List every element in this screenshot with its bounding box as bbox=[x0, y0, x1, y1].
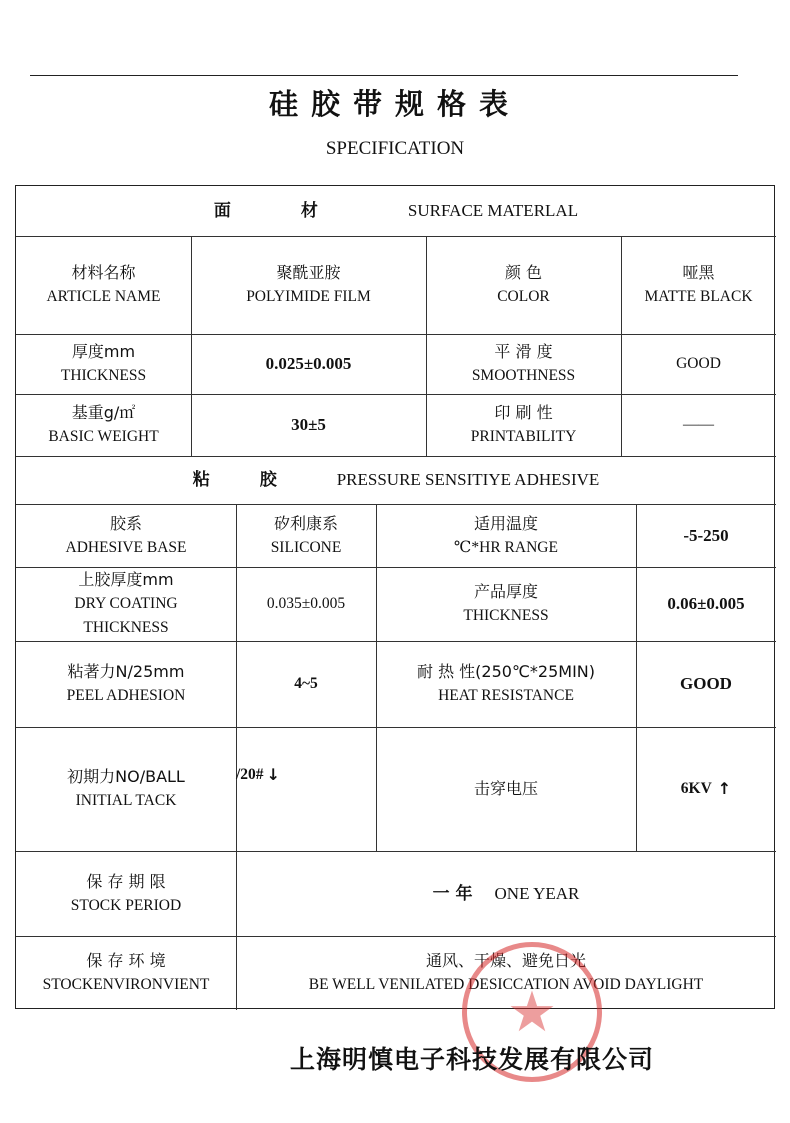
temp-range-value: -5-250 bbox=[683, 525, 729, 545]
heat-resistance-label: 耐 热 性(250℃*25MIN) HEAT RESISTANCE bbox=[416, 662, 596, 704]
thickness-value: 0.025±0.005 bbox=[265, 354, 352, 373]
arrow-up-icon: ↑ bbox=[717, 779, 732, 798]
heat-resistance-value: GOOD bbox=[680, 674, 732, 693]
star-icon: ★ bbox=[506, 981, 558, 1044]
adhesive-base-label: 胶系 ADHESIVE BASE bbox=[65, 513, 187, 556]
page-title: 硅胶带规格表 bbox=[268, 87, 521, 121]
article-name-value: 聚酰亚胺 POLYIMIDE FILM bbox=[246, 263, 371, 305]
basic-weight-value: 30±5 bbox=[291, 415, 326, 434]
stock-period-label: 保 存 期 限 STOCK PERIOD bbox=[70, 871, 182, 914]
stock-period-value: 一 年 ONE YEAR bbox=[432, 883, 580, 904]
stock-environment-value: 通风、干燥、避免日光 BE WELL VENILATED DESICCATION AVOID DAYLIGHT bbox=[308, 951, 704, 993]
surface-header-zh-1: 面 bbox=[213, 201, 231, 221]
page-subtitle: SPECIFICATION bbox=[325, 138, 465, 159]
coating-thickness-label: 上胶厚度mm DRY COATING THICKNESS bbox=[74, 570, 178, 636]
smoothness-value: GOOD bbox=[676, 355, 721, 372]
color-value: 哑黑 MATTE BLACK bbox=[644, 263, 753, 305]
surface-header-en: SURFACE MATERLAL bbox=[407, 201, 579, 220]
surface-header-zh-2: 材 bbox=[300, 201, 318, 221]
arrow-down-icon: ↓ bbox=[266, 765, 280, 784]
adhesive-header-en: PRESSURE SENSITIYE ADHESIVE bbox=[336, 470, 600, 489]
adhesive-header-zh-2: 胶 bbox=[259, 470, 277, 490]
adhesive-base-value: 矽利康系 SILICONE bbox=[270, 513, 342, 556]
article-name-label: 材料名称 ARTICLE NAME bbox=[46, 263, 161, 305]
adhesive-header bbox=[16, 456, 776, 504]
color-label: 颜 色 COLOR bbox=[497, 263, 550, 305]
peel-adhesion-value: 4~5 bbox=[294, 675, 318, 692]
peel-adhesion-label: 粘著力N/25mm PEEL ADHESION bbox=[66, 662, 186, 704]
product-thickness-label: 产品厚度 THICKNESS bbox=[463, 582, 549, 624]
spec-table bbox=[15, 185, 775, 1009]
basic-weight-label: 基重g/㎡ BASIC WEIGHT bbox=[48, 403, 159, 445]
printability-label: 印 刷 性 PRINTABILITY bbox=[470, 403, 577, 445]
stock-environment-label: 保 存 环 境 STOCKENVIRONVIENT bbox=[42, 951, 210, 993]
surface-header bbox=[16, 186, 776, 236]
printability-value: —— bbox=[683, 416, 714, 433]
smoothness-label: 平 滑 度 SMOOTHNESS bbox=[471, 342, 576, 384]
adhesive-header-zh-1: 粘 bbox=[192, 470, 210, 490]
top-rule bbox=[30, 75, 738, 76]
company-name: 上海明慎电子科技发展有限公司 bbox=[290, 1045, 655, 1074]
initial-tack-value: /20# ↓ bbox=[236, 727, 376, 851]
product-thickness-value: 0.06±0.005 bbox=[667, 594, 745, 613]
initial-tack-label: 初期力NO/BALL INITIAL TACK bbox=[67, 767, 185, 809]
temp-range-label: 适用温度 ℃*HR RANGE bbox=[454, 513, 558, 556]
thickness-label: 厚度mm THICKNESS bbox=[60, 342, 147, 384]
breakdown-voltage-value: 6KV ↑ bbox=[636, 727, 776, 851]
breakdown-voltage-label: 击穿电压 bbox=[473, 779, 538, 798]
coating-thickness-value: 0.035±0.005 bbox=[266, 595, 346, 612]
